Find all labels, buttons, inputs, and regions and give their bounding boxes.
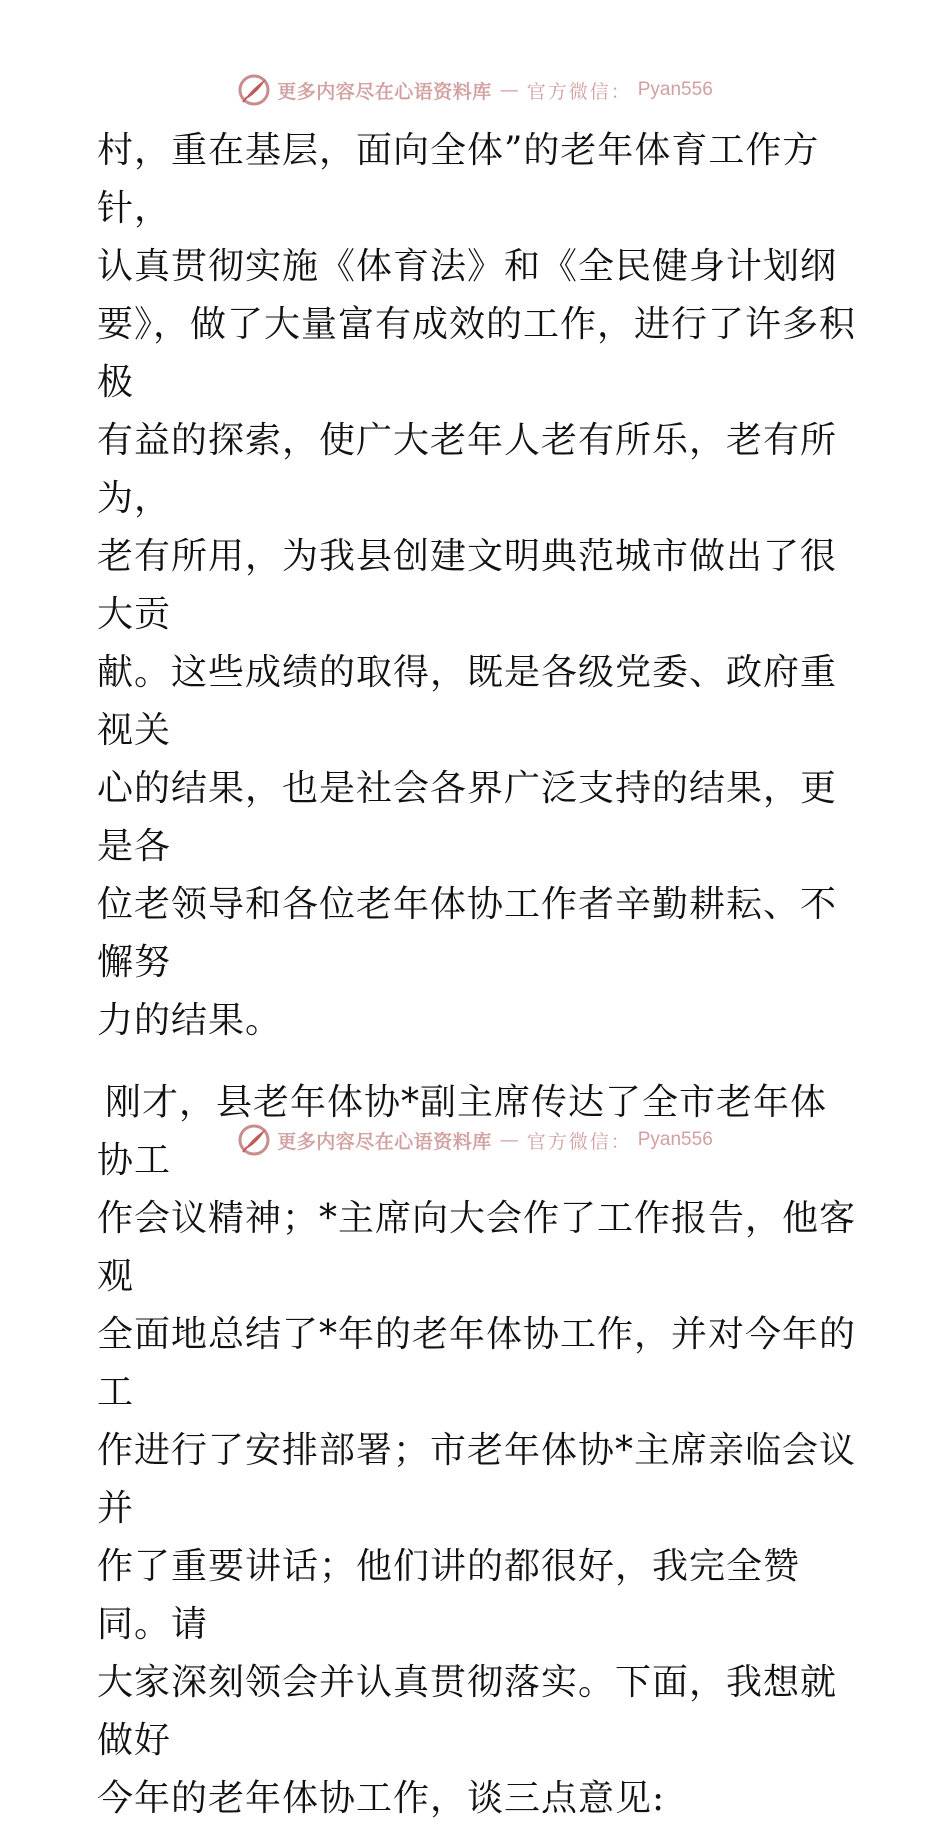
paragraph-1: [97, 122, 857, 1050]
document-body: [97, 122, 857, 1828]
watermark-account: Pyan556: [637, 79, 713, 100]
text-line: 村，重在基层，面向全体”的老年体育工作方针，: [97, 130, 820, 229]
watermark-brand: 更多内容尽在心语资料库: [277, 1130, 492, 1153]
watermark-dash: —: [499, 79, 519, 101]
text-line: 作了重要讲话；他们讲的都很好，我完全赞同。请: [97, 1546, 801, 1645]
text-line: 献。这些成绩的取得，既是各级党委、政府重视关: [97, 652, 838, 751]
text-line: 全面地总结了*年的老年体协工作，并对今年的工: [97, 1314, 857, 1413]
text-line: 作会议精神；*主席向大会作了工作报告，他客观: [97, 1198, 857, 1297]
text-line: 有益的探索，使广大老年人老有所乐，老有所为，: [97, 420, 838, 519]
text-line: 作进行了安排部署；市老年体协*主席亲临会议并: [97, 1430, 857, 1529]
footer-watermark: [0, 1120, 950, 1160]
watermark-subtitle: 官方微信：: [526, 80, 632, 103]
text-line: 位老领导和各位老年体协工作者辛勤耕耘、不懈努: [97, 884, 838, 983]
text-line: 大家深刻领会并认真贯彻落实。下面，我想就做好: [97, 1662, 838, 1761]
text-line: 认真贯彻实施《体育法》和《全民健身计划纲: [97, 246, 838, 287]
watermark-subtitle: 官方微信：: [526, 1130, 632, 1153]
paragraph-2: [97, 1074, 857, 1828]
watermark-account: Pyan556: [637, 1129, 713, 1150]
text-line: 老有所用，为我县创建文明典范城市做出了很大贡: [97, 536, 838, 635]
feather-quill-logo-icon: [237, 73, 271, 107]
text-line: 力的结果。: [97, 1000, 283, 1041]
watermark-brand: 更多内容尽在心语资料库: [277, 80, 492, 103]
feather-quill-logo-icon: [237, 1123, 271, 1157]
text-line: 刚才，县老年体协*副主席传达了全市老年体协工: [97, 1082, 828, 1181]
text-line: 今年的老年体协工作，谈三点意见:: [97, 1778, 666, 1819]
header-watermark: [0, 70, 950, 110]
text-line: 心的结果，也是社会各界广泛支持的结果，更是各: [97, 768, 838, 867]
watermark-dash: —: [499, 1129, 519, 1151]
text-line: 要》，做了大量富有成效的工作，进行了许多积极: [97, 304, 857, 403]
